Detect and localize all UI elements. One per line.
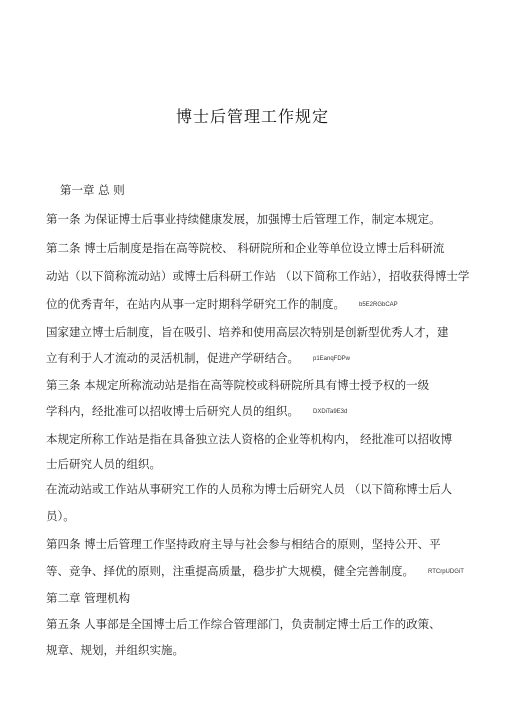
watermark-code: DXDiTa9E3d	[313, 409, 348, 415]
document-title: 博士后管理工作规定	[175, 107, 329, 126]
paragraph-line	[46, 481, 452, 497]
paragraph-line	[46, 324, 449, 340]
paragraph-line	[46, 240, 444, 256]
chapter-heading	[46, 590, 130, 606]
line-text: 等、竞争、择优的原则，注重提高质量，稳步扩大规模，健全完善制度。	[46, 564, 414, 578]
paragraph-line	[46, 642, 184, 658]
line-text: 位的优秀青年，在站内从事一定时期科学研究工作的制度。	[46, 297, 345, 311]
watermark-code: p1EanqFDPw	[313, 356, 351, 362]
paragraph-line	[46, 431, 452, 447]
line-text: 士后研究人员的组织。	[46, 457, 161, 471]
line-text: 员）。	[46, 509, 75, 523]
line-text: 国家建立博士后制度，旨在吸引、培养和使用高层次特别是创新型优秀人才，建	[46, 325, 449, 339]
line-text: 学科内，经批准可以招收博士后研究人员的组织。	[46, 404, 299, 418]
paragraph-line	[46, 456, 161, 472]
line-text: 规章、规划，并组织实施。	[46, 643, 184, 657]
paragraph-line	[46, 350, 350, 366]
line-text: 第五条 人事部是全国博士后工作综合管理部门，负责制定博士后工作的政策、	[46, 617, 441, 631]
line-text: 第二章 管理机构	[46, 591, 131, 605]
paragraph-line	[46, 563, 464, 579]
paragraph-line	[46, 211, 441, 227]
paragraph-line	[46, 403, 347, 419]
paragraph-line	[46, 296, 398, 312]
line-text: 第三条 本规定所称流动站是指在高等院校或科研院所具有博士授予权的一级	[46, 378, 430, 392]
paragraph-line	[46, 377, 429, 393]
watermark-code: b5E2RGbCAP	[359, 302, 398, 308]
line-text: 第二条 博士后制度是指在高等院校、 科研院所和企业等单位设立博士后科研流	[46, 241, 445, 255]
line-text: 本规定所称工作站是指在具备独立法人资格的企业等机构内， 经批准可以招收博	[46, 432, 453, 446]
paragraph-line	[46, 536, 441, 552]
paragraph-line	[46, 268, 469, 284]
paragraph-line	[46, 616, 441, 632]
watermark-code: RTCrpUDGiT	[428, 569, 464, 575]
line-text: 在流动站或工作站从事研究工作的人员称为博士后研究人员 （以下简称博士后人	[46, 482, 453, 496]
line-text: 第四条 博士后管理工作坚持政府主导与社会参与相结合的原则，坚持公开、平	[46, 537, 441, 551]
line-text: 第一章 总 则	[60, 183, 125, 197]
paragraph-line	[46, 508, 75, 524]
chapter-heading	[60, 182, 125, 198]
line-text: 动站（以下简称流动站）或博士后科研工作站 （以下简称工作站），招收获得博士学	[46, 269, 470, 283]
line-text: 立有利于人才流动的灵活机制，促进产学研结合。	[46, 351, 299, 365]
line-text: 第一条 为保证博士后事业持续健康发展，加强博士后管理工作，制定本规定。	[46, 212, 441, 226]
